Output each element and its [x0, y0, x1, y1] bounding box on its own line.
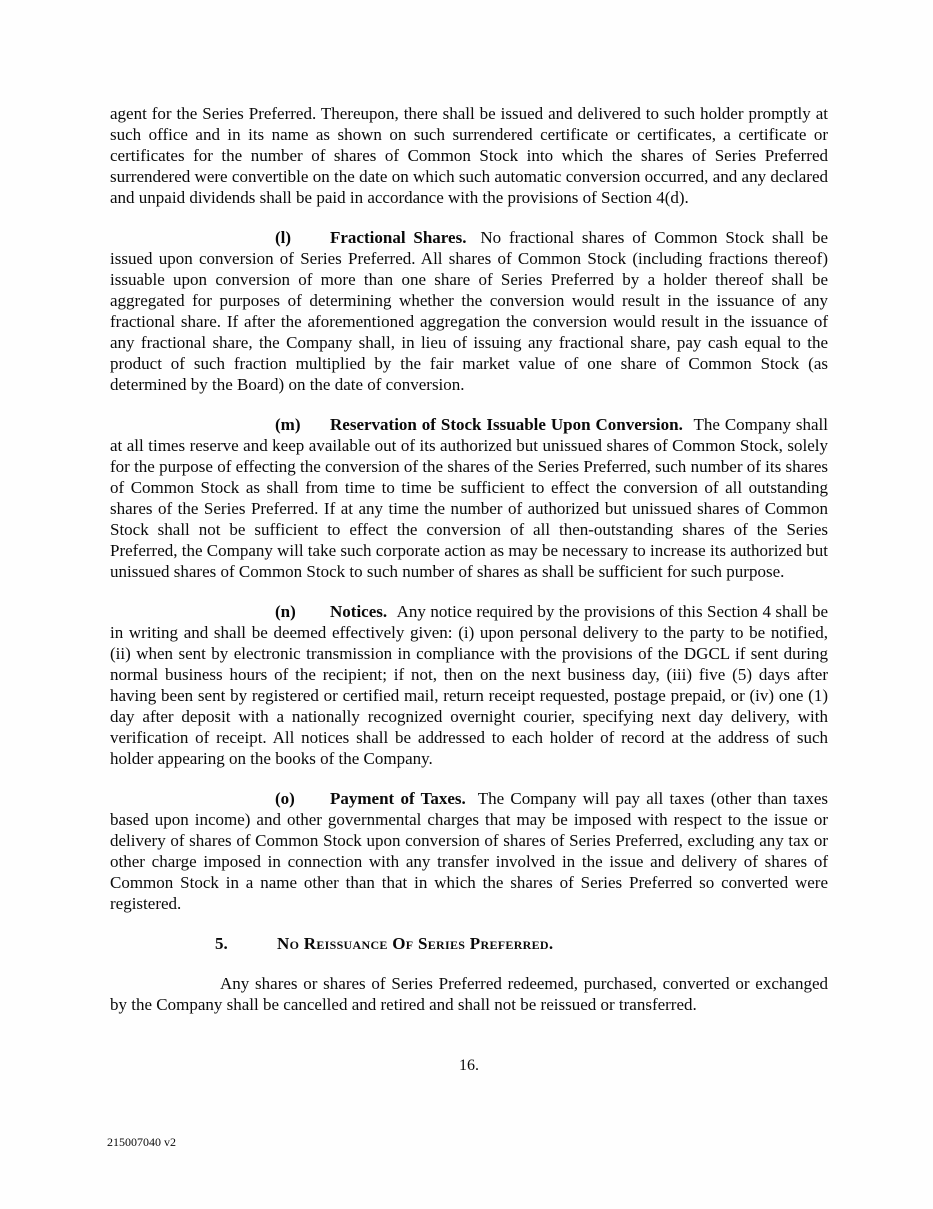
paragraph-payment-of-taxes	[110, 788, 828, 914]
paragraph-label-l: (l)	[275, 228, 292, 247]
paragraph-notices	[110, 601, 828, 769]
paragraph-fractional-shares	[110, 227, 828, 395]
document-content	[110, 103, 828, 1076]
paragraph-title-fractional-shares: Fractional Shares.	[330, 228, 467, 247]
paragraph-title-notices: Notices.	[330, 602, 388, 621]
section-title: No Reissuance Of Series Preferred.	[277, 934, 554, 953]
closing-paragraph: Any shares or shares of Series Preferred redeemed, purchased, converted or exchanged by the Company shall be cancelled and retired and shall not be reissued or transferred.	[110, 974, 828, 1014]
paragraph-label-o: (o)	[275, 789, 295, 808]
paragraph-label-m: (m)	[275, 415, 301, 434]
paragraph-text: The Company will pay all taxes (other than taxes based upon income) and other governmental charges that may be imposed with respect to the issue or delivery of shares of Common Stock upon conversion of shares of Series Preferred, excluding any tax or other charge imposed in connection with any transfer involved in the issue and delivery of shares of Common Stock in a name other than that in which the shares of Series Preferred so converted were registered.	[110, 789, 828, 913]
paragraph-text: No fractional shares of Common Stock shall be issued upon conversion of Series Preferred. All shares of Common Stock (including fractions thereof) issuable upon conversion of more than one share of Series Preferred by a holder thereof shall be aggregated for purposes of determining whether the conversion would result in the issuance of any fractional share. If after the aforementioned aggregation the conversion would result in the issuance of any fractional share, the Company shall, in lieu of issuing any fractional share, pay cash equal to the product of such fraction multiplied by the fair market value of one share of Common Stock (as determined by the Board) on the date of conversion.	[110, 228, 828, 394]
paragraph-text: The Company shall at all times reserve and keep available out of its authorized but unissued shares of Common Stock, solely for the purpose of effecting the conversion of the shares of the Series Preferred, such number of its shares of Common Stock as shall from time to time be sufficient to effect the conversion of all outstanding shares of the Series Preferred. If at any time the number of authorized but unissued shares of Common Stock shall not be sufficient to effect the conversion of all then-outstanding shares of the Series Preferred, the Company will take such corporate action as may be necessary to increase its authorized but unissued shares of Common Stock to such number of shares as shall be sufficient for such purpose.	[110, 415, 828, 581]
paragraph-title-reservation: Reservation of Stock Issuable Upon Conversion.	[330, 415, 683, 434]
page-number: 16.	[459, 1057, 479, 1074]
paragraph-text: Any notice required by the provisions of this Section 4 shall be in writing and shall be deemed effectively given: (i) upon personal delivery to the party to be notified, (ii) when sent by electronic transmission in compliance with the provisions of the DGCL if sent during normal business hours of the recipient; if not, then on the next business day, (iii) five (5) days after having been sent by registered or certified mail, return receipt requested, postage prepaid, or (iv) one (1) day after deposit with a nationally recognized overnight courier, specifying next day delivery, with verification of receipt. All notices shall be addressed to each holder of record at the address of such holder appearing on the books of the Company.	[110, 602, 828, 768]
paragraph-reservation-of-stock	[110, 414, 828, 582]
footer-note: 215007040 v2	[107, 1135, 176, 1149]
section-number: 5.	[215, 934, 228, 953]
paragraph-title-payment-of-taxes: Payment of Taxes.	[330, 789, 466, 808]
section-heading	[110, 933, 828, 954]
paragraph-label-n: (n)	[275, 602, 296, 621]
paragraph-continuation: agent for the Series Preferred. Thereupon, there shall be issued and delivered to such holder promptly at such office and in its name as shown on such surrendered certificate or certificates, a certificate or certificates for the number of shares of Common Stock into which the shares of Series Preferred surrendered were convertible on the date on which such automatic conversion occurred, and any declared and unpaid dividends shall be paid in accordance with the provisions of Section 4(d).	[110, 104, 828, 207]
